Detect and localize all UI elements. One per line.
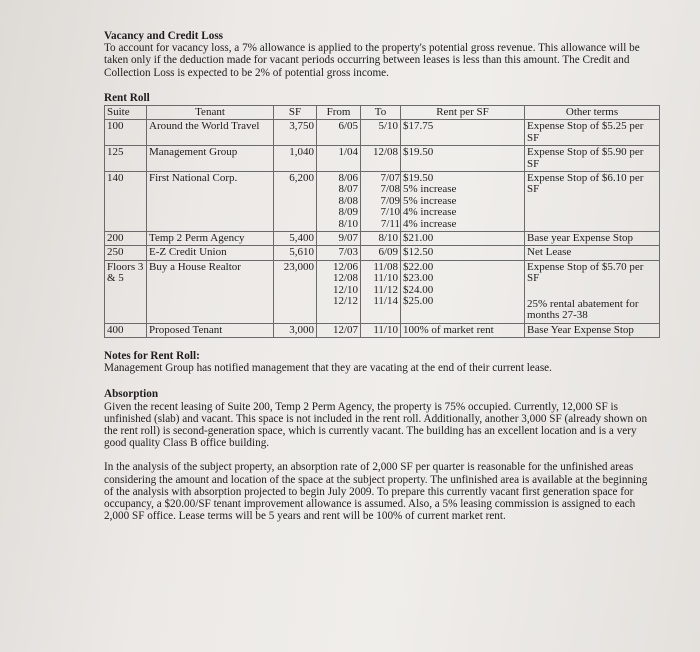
suite-value: 400 [107,323,124,336]
sf-value: 6,200 [289,172,314,185]
rent-value: 5% increase [403,183,457,196]
from-value: 8/07 [338,183,358,196]
vacancy-heading: Vacancy and Credit Loss [104,30,224,42]
document-page [104,30,650,522]
to-value: 7/11 [380,217,400,230]
sf-cell [274,120,317,146]
sf-value: 23,000 [283,260,314,273]
suite-value: 200 [107,232,124,245]
rent-value: $21.00 [403,232,434,245]
suite-value: 125 [107,146,124,159]
other-terms-cell [525,260,660,323]
other-terms-value: Expense Stop of $5.70 per SF [527,260,644,285]
rent-cell [401,146,525,172]
from-value: 12/10 [332,283,358,296]
table-row [105,246,660,260]
to-cell [361,172,401,232]
tenant-cell [147,260,274,323]
from-cell [317,232,361,246]
from-value: 7/03 [338,246,358,259]
tenant-value: Buy a House Realtor [149,260,241,273]
tenant-value: E-Z Credit Union [149,246,227,259]
tenant-cell [147,232,274,246]
other-terms-value: Expense Stop of $5.90 per SF [527,146,644,170]
rent-roll-table [104,105,660,338]
table-row [105,172,660,232]
from-value: 8/09 [338,206,358,219]
from-value: 8/06 [338,172,358,185]
rent-roll-title: Rent Roll [104,91,150,104]
other-terms-value: Base year Expense Stop [527,232,633,245]
absorption-paragraph-1: Given the recent leasing of Suite 200, Temp 2 Perm Agency, the property is 75% occupied. Currently, 12,000 SF is unfinished (slab) and vacant. This space is not included in the rent roll. Additionally, another 3,000 SF (already shown on the rent roll) is second-generation space, which is currently vacant. The building has an excellent location and is a very good quality Class B office building. [104,400,648,450]
sf-value: 5,610 [289,246,314,259]
suite-value: Floors 3 & 5 [107,260,144,285]
tenant-value: Proposed Tenant [149,323,223,336]
from-value: 9/07 [338,232,358,245]
rent-value: $23.00 [403,272,434,285]
from-value: 12/07 [332,323,358,336]
tenant-value: First National Corp. [149,172,238,185]
from-value: 12/12 [332,295,358,308]
from-value: 1/04 [338,146,358,159]
other-terms-cell [525,323,660,337]
rent-value: 4% increase [403,217,457,230]
from-value: 12/06 [332,260,358,273]
from-cell [317,323,361,337]
suite-cell [105,172,147,232]
to-value: 12/08 [372,146,398,159]
rent-value: $24.00 [403,283,434,296]
other-terms-value: Base Year Expense Stop [527,323,634,336]
suite-value: 140 [107,172,124,185]
to-value: 11/10 [373,272,398,285]
table-row [105,120,660,146]
suite-cell [105,232,147,246]
tenant-cell [147,172,274,232]
to-value: 7/10 [380,206,400,219]
to-cell [361,323,401,337]
sf-value: 3,750 [289,120,314,133]
to-value: 11/08 [373,260,398,273]
rent-cell [401,246,525,260]
other-terms-cell [525,146,660,172]
header-tenant: Tenant [147,106,274,120]
sf-value: 5,400 [289,232,314,245]
rent-value: $19.50 [403,172,434,185]
sf-cell [274,246,317,260]
rent-cell [401,323,525,337]
from-cell [317,246,361,260]
rent-value: 4% increase [403,206,457,219]
header-rent: Rent per SF [401,106,525,120]
sf-cell [274,260,317,323]
rent-value: $25.00 [403,295,434,308]
rent-value: 100% of market rent [403,323,494,336]
header-from: From [317,106,361,120]
to-value: 5/10 [378,120,398,133]
to-cell [361,232,401,246]
to-cell [361,246,401,260]
tenant-cell [147,120,274,146]
rent-cell [401,232,525,246]
tenant-cell [147,246,274,260]
from-value: 8/10 [338,217,358,230]
from-cell [317,172,361,232]
vacancy-text: To account for vacancy loss, a 7% allowance is applied to the property's potential gross revenue. This allowance will be taken only if the deduction made for vacant periods occurring between leases is less than this amount. The Credit and Collection Loss is expected to be 2% of potential gross income. [104,42,640,79]
from-cell [317,260,361,323]
suite-cell [105,120,147,146]
notes-heading: Notes for Rent Roll: [104,349,200,362]
sf-cell [274,146,317,172]
rent-value: 5% increase [403,194,457,207]
absorption-paragraph-2: In the analysis of the subject property, an absorption rate of 2,000 SF per quarter is reasonable for the unfinished areas considering the amount and location of the space at the subject property. The unfinished area is available at the beginning of the analysis with absorption projected to begin July 2009. To prepare this currently vacant first generation space for occupancy, a $20.00/SF tenant improvement allowance is assumed. Also, a 5% leasing commission is assigned to each 2,000 SF office. Lease terms will be 5 years and rent will be 100% of current market rent. [104,461,648,523]
tenant-cell [147,146,274,172]
to-value: 7/07 [380,172,400,185]
suite-cell [105,246,147,260]
rent-value: $12.50 [403,246,434,259]
rent-cell [401,120,525,146]
from-cell [317,120,361,146]
other-terms-value: Expense Stop of $6.10 per SF [527,172,644,196]
sf-cell [274,232,317,246]
sf-cell [274,323,317,337]
from-value: 8/08 [338,194,358,207]
to-cell [361,120,401,146]
suite-cell [105,323,147,337]
suite-value: 250 [107,246,124,259]
tenant-cell [147,323,274,337]
suite-value: 100 [107,120,124,133]
from-value: 12/08 [332,272,358,285]
to-cell [361,146,401,172]
other-terms-cell [525,232,660,246]
to-value: 8/10 [378,232,398,245]
from-value: 6/05 [338,120,358,133]
to-cell [361,260,401,323]
other-terms-value: Net Lease [527,246,572,259]
header-other: Other terms [525,106,660,120]
header-sf: SF [274,106,317,120]
to-value: 7/09 [380,194,400,207]
notes-text: Management Group has notified management that they are vacating at the end of their current lease. [104,362,552,375]
other-terms-cell [525,120,660,146]
tenant-value: Management Group [149,146,238,159]
sf-cell [274,172,317,232]
rent-value: $19.50 [403,146,434,159]
rent-value: $22.00 [403,260,434,273]
other-terms-value: 25% rental abatement for months 27-38 [527,297,639,322]
tenant-value: Around the World Travel [149,120,260,133]
header-to: To [361,106,401,120]
other-terms-value: Expense Stop of $5.25 per SF [527,120,644,144]
rent-roll-header-row [105,106,660,120]
to-value: 6/09 [378,246,398,259]
header-suite: Suite [105,106,147,120]
sf-value: 1,040 [289,146,314,159]
rent-cell [401,172,525,232]
to-value: 11/10 [373,323,398,336]
to-value: 11/14 [373,295,398,308]
suite-cell [105,260,147,323]
to-value: 11/12 [373,283,398,296]
to-value: 7/08 [380,183,400,196]
suite-cell [105,146,147,172]
table-row [105,146,660,172]
sf-value: 3,000 [289,323,314,336]
rent-cell [401,260,525,323]
other-terms-cell [525,246,660,260]
table-row [105,260,660,323]
table-row [105,232,660,246]
rent-roll-body [105,120,660,338]
absorption-heading: Absorption [104,388,159,401]
from-cell [317,146,361,172]
tenant-value: Temp 2 Perm Agency [149,232,245,245]
table-row [105,323,660,337]
rent-value: $17.75 [403,120,434,133]
other-terms-cell [525,172,660,232]
